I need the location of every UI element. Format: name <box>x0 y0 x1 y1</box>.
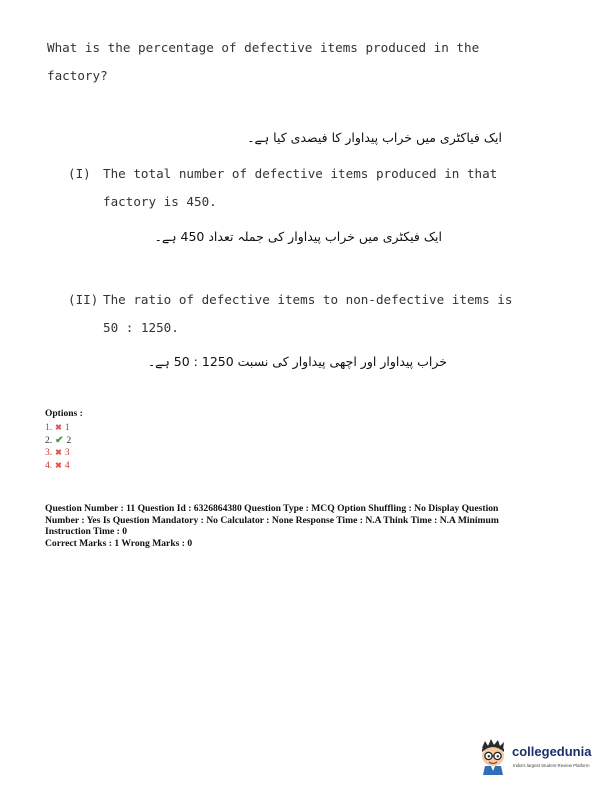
logo-tagline: India's largest Student Review Platform <box>513 763 590 768</box>
options-list <box>45 409 83 472</box>
option-4-value: 4 <box>64 460 70 471</box>
question-urdu: ایک فیاکٹری میں خراب پیداوار کا فیصدی کیا ہے۔ <box>247 130 502 145</box>
cross-icon: ✖ <box>55 448 62 457</box>
option-4-number: 4. <box>45 460 53 471</box>
option-1-number: 1. <box>45 423 53 433</box>
metadata-line-3: Instruction Time : 0 <box>45 526 127 537</box>
option-1[interactable] <box>45 422 83 435</box>
cross-icon: ✖ <box>55 460 62 470</box>
question-metadata <box>45 503 565 549</box>
check-icon: ✔ <box>55 434 64 446</box>
statement-1-number: (I) <box>68 166 91 181</box>
option-3-value: 3 <box>64 448 70 458</box>
metadata-line-1: Question Number : 11 Question Id : 6326864380 Question Type : MCQ Option Shuffling : No Display Question <box>45 503 499 514</box>
statement-2-line-1: The ratio of defective items to non-defective items is <box>103 292 513 307</box>
mascot-icon <box>476 738 510 776</box>
option-2-number: 2. <box>45 435 53 446</box>
option-1-value: 1 <box>64 423 70 433</box>
statement-1-line-1: The total number of defective items produced in that <box>103 166 498 181</box>
statement-1-line-2: factory is 450. <box>103 194 217 209</box>
options-title: Options : <box>45 409 83 419</box>
question-line-2: factory? <box>47 68 108 83</box>
metadata-line-2: Number : Yes Is Question Mandatory : No Calculator : None Response Time : N.A Think Time : N.A Minimum <box>45 514 499 526</box>
option-2-value: 2 <box>66 435 72 446</box>
question-line-1: What is the percentage of defective items produced in the <box>47 40 480 55</box>
metadata-line-4: Correct Marks : 1 Wrong Marks : 0 <box>45 537 193 549</box>
option-2[interactable] <box>45 435 83 448</box>
statement-2-line-2: 50 : 1250. <box>103 320 179 335</box>
collegedunia-logo[interactable] <box>476 738 602 778</box>
option-4[interactable] <box>45 460 83 473</box>
option-3-number: 3. <box>45 448 53 458</box>
cross-icon: ✖ <box>55 423 62 432</box>
option-3[interactable] <box>45 447 83 460</box>
statement-1-urdu: ایک فیکٹری میں خراب پیداوار کی جملہ تعداد 450 ہے۔ <box>154 229 442 244</box>
statement-2-number: (II) <box>68 292 99 307</box>
statement-2-urdu: خراب پیداوار اور اچھی پیداوار کی نسبت 1250 : 50 ہے۔ <box>147 354 447 369</box>
logo-name: collegedunia <box>512 744 592 759</box>
